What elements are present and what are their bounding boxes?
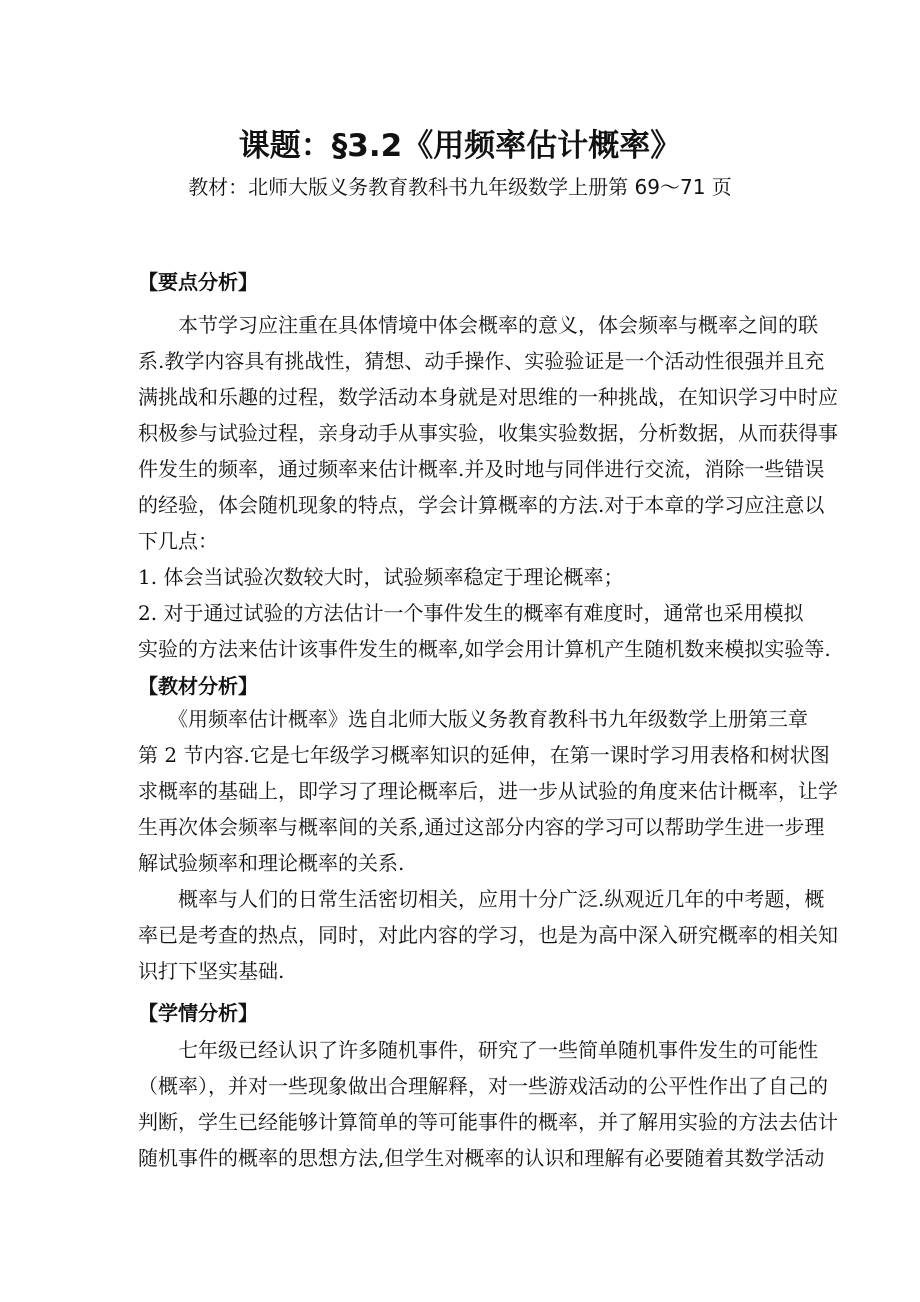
key-points-text-line: 件发生的频率，通过频率来估计概率.并及时地与同伴进行交流，消除一些错误	[138, 457, 825, 481]
key-points-text-line: 下几点：	[138, 529, 218, 553]
textbook-analysis-text-line: 求概率的基础上，即学习了理论概率后，进一步从试验的角度来估计概率，让学	[138, 779, 838, 803]
key-points-text-line: 的经验，体会随机现象的特点，学会计算概率的方法.对于本章的学习应注意以	[138, 493, 825, 517]
key-points-text-line: 实验的方法来估计该事件发生的概率,如学会用计算机产生随机数来模拟实验等.	[138, 637, 831, 661]
section-heading-key-points: 【要点分析】	[138, 270, 258, 294]
key-points-text-line: 系.教学内容具有挑战性，猜想、动手操作、实验验证是一个活动性很强并且充	[138, 349, 825, 373]
key-points-text-line: 满挑战和乐趣的过程，数学活动本身就是对思维的一种挑战，在知识学习中时应	[138, 385, 838, 409]
textbook-analysis-text-line: 概率与人们的日常生活密切相关，应用十分广泛.纵观近几年的中考题，概	[138, 887, 825, 911]
student-analysis-text-line: （概率），并对一些现象做出合理解释，对一些游戏活动的公平性作出了自己的	[138, 1074, 828, 1098]
textbook-subtitle: 教材：北师大版义务教育教科书九年级数学上册第 69～71 页	[188, 175, 732, 199]
textbook-analysis-text-line: 第 2 节内容.它是七年级学习概率知识的延伸，在第一课时学习用表格和树状图	[138, 743, 830, 767]
section-heading-textbook-analysis: 【教材分析】	[138, 674, 258, 698]
student-analysis-text-line: 判断，学生已经能够计算简单的等可能事件的概率，并了解用实验的方法去估计	[138, 1110, 838, 1134]
section-heading-student-analysis: 【学情分析】	[138, 1001, 258, 1025]
key-points-text-line: 1. 体会当试验次数较大时，试验频率稳定于理论概率；	[138, 565, 624, 589]
student-analysis-text-line: 随机事件的概率的思想方法,但学生对概率的认识和理解有必要随着其数学活动	[138, 1146, 825, 1170]
key-points-text-line: 本节学习应注重在具体情境中体会概率的意义，体会频率与概率之间的联	[138, 313, 818, 337]
textbook-analysis-text-line: 率已是考查的热点，同时，对此内容的学习，也是为高中深入研究概率的相关知	[138, 923, 838, 947]
key-points-text-line: 积极参与试验过程，亲身动手从事实验，收集实验数据，分析数据，从而获得事	[138, 421, 838, 445]
student-analysis-text-line: 七年级已经认识了许多随机事件，研究了一些简单随机事件发生的可能性	[138, 1038, 818, 1062]
lesson-title: 课题：§3.2《用频率估计概率》	[238, 128, 682, 164]
textbook-analysis-text-line: 识打下坚实基础.	[138, 959, 285, 983]
textbook-analysis-text-line: 《用频率估计概率》选自北师大版义务教育教科书九年级数学上册第三章	[138, 707, 808, 731]
key-points-text-line: 2. 对于通过试验的方法估计一个事件发生的概率有难度时，通常也采用模拟	[138, 601, 804, 625]
textbook-analysis-text-line: 生再次体会频率与概率间的关系,通过这部分内容的学习可以帮助学生进一步理	[138, 815, 825, 839]
textbook-analysis-text-line: 解试验频率和理论概率的关系.	[138, 851, 405, 875]
